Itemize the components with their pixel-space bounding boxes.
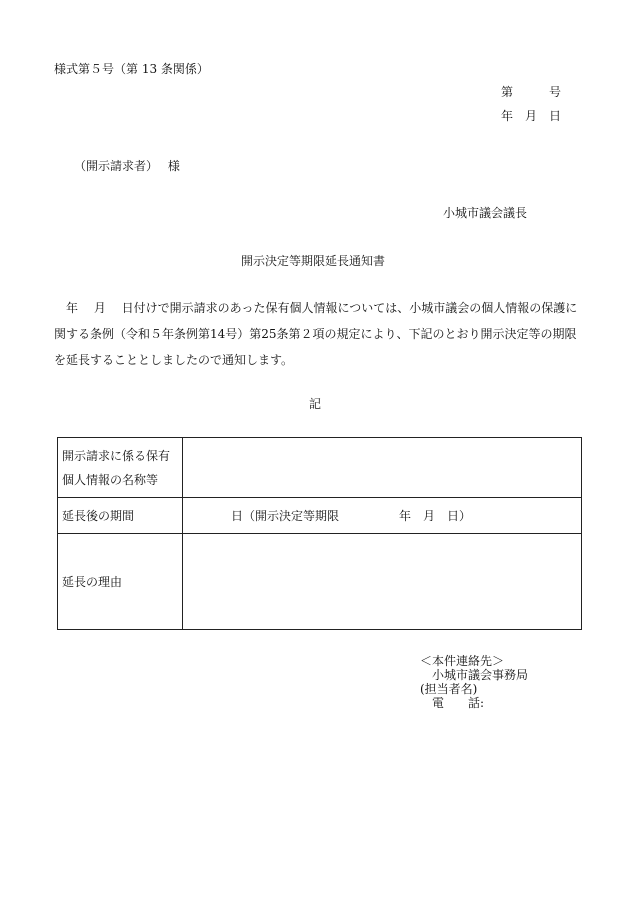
extension-reason-value bbox=[183, 534, 582, 630]
sender-title: 小城市議会議長 bbox=[443, 206, 528, 220]
extension-reason-label: 延長の理由 bbox=[58, 534, 183, 630]
requested-info-value bbox=[183, 438, 582, 498]
contact-block bbox=[420, 654, 528, 710]
requested-info-label bbox=[58, 438, 183, 498]
document-date: 年 月 日 bbox=[501, 109, 562, 123]
contact-person: (担当者名) bbox=[420, 682, 478, 696]
details-table bbox=[57, 437, 582, 630]
notice-body-line: を延長することとしましたので通知します。 bbox=[54, 353, 294, 367]
extended-period-label: 延長後の期間 bbox=[58, 498, 183, 534]
requested-info-label-line: 個人情報の名称等 bbox=[62, 472, 159, 487]
table-row bbox=[58, 498, 582, 534]
contact-office: 小城市議会事務局 bbox=[432, 668, 529, 682]
document-title: 開示決定等期限延長通知書 bbox=[241, 254, 386, 268]
extended-period-value: 日（開示決定等期限 年 月 日） bbox=[183, 498, 582, 534]
notice-body-line: 年 月 日付けで開示請求のあった保有個人情報については、小城市議会の個人情報の保護に bbox=[54, 301, 578, 315]
ki-heading: 記 bbox=[309, 397, 322, 411]
table-row bbox=[58, 438, 582, 498]
notice-body-line: 関する条例（令和５年条例第14号）第25条第２項の規定により、下記のとおり開示決定等の期限 bbox=[54, 327, 577, 341]
document-number: 第 号 bbox=[501, 85, 562, 99]
requested-info-label-line: 開示請求に係る保有 bbox=[62, 448, 171, 463]
table-row bbox=[58, 534, 582, 630]
contact-heading: ＜本件連絡先＞ bbox=[420, 654, 505, 668]
notice-body bbox=[54, 295, 582, 373]
contact-phone: 電 話: bbox=[432, 696, 485, 710]
form-number: 様式第５号（第 13 条関係） bbox=[54, 62, 209, 76]
addressee: （開示請求者） 様 bbox=[74, 159, 180, 173]
